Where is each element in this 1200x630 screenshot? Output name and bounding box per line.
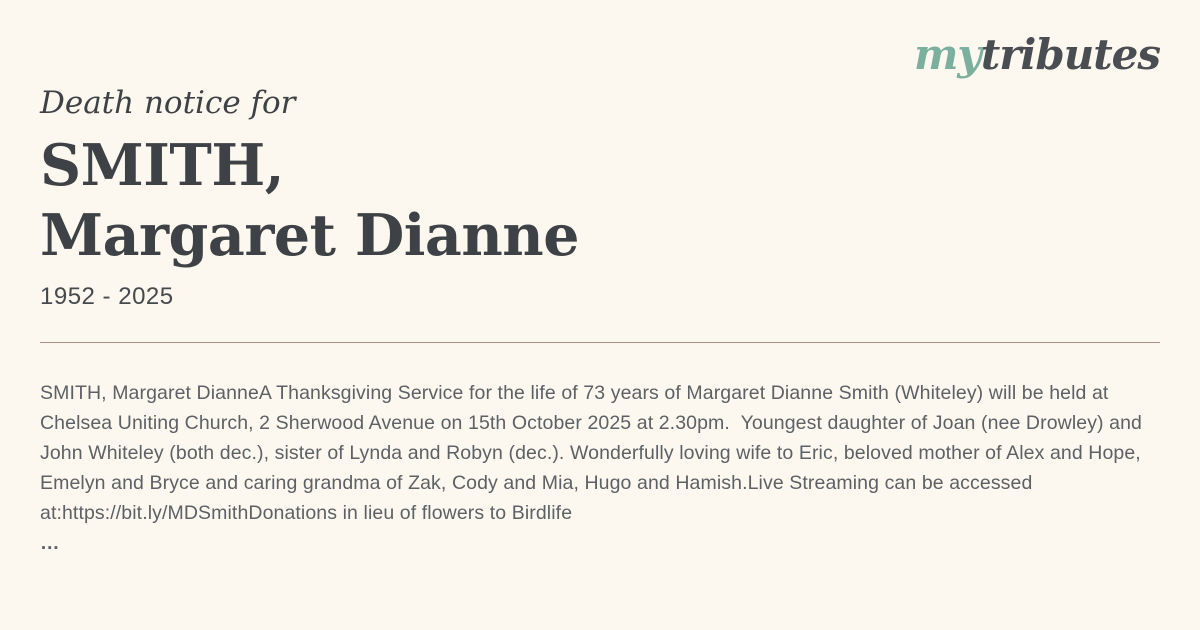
- life-years: 1952 - 2025: [40, 283, 174, 310]
- notice-type-label: Death notice for: [40, 85, 296, 121]
- deceased-name-heading: [40, 131, 1160, 271]
- deceased-surname: SMITH,: [40, 132, 285, 199]
- logo-text-my: my: [913, 30, 981, 79]
- notice-body-text: SMITH, Margaret DianneA Thanksgiving Service for the life of 73 years of Margaret Dianne Smith (Whiteley) will be held at Chelsea Uniting Church, 2 Sherwood Avenue on 15th October 2025 at 2.30pm. Youngest daughter of Joan (nee Drowley) and John Whiteley (both dec.), sister of Lynda and Robyn (dec.). Wonderfully loving wife to Eric, beloved mother of Alex and Hope, Emelyn and Bryce and caring grandma of Zak, Cody and Mia, Hugo and Hamish.Live Streaming can be accessed at:https://bit.ly/MDSmithDonations in lieu of flowers to Birdlife: [40, 382, 1148, 524]
- notice-truncation-ellipsis: …: [40, 532, 60, 554]
- deceased-given-names: Margaret Dianne: [40, 202, 579, 269]
- divider-line: [40, 342, 1160, 343]
- logo-text-tributes: tributes: [980, 30, 1160, 79]
- mytributes-logo[interactable]: [913, 30, 1160, 79]
